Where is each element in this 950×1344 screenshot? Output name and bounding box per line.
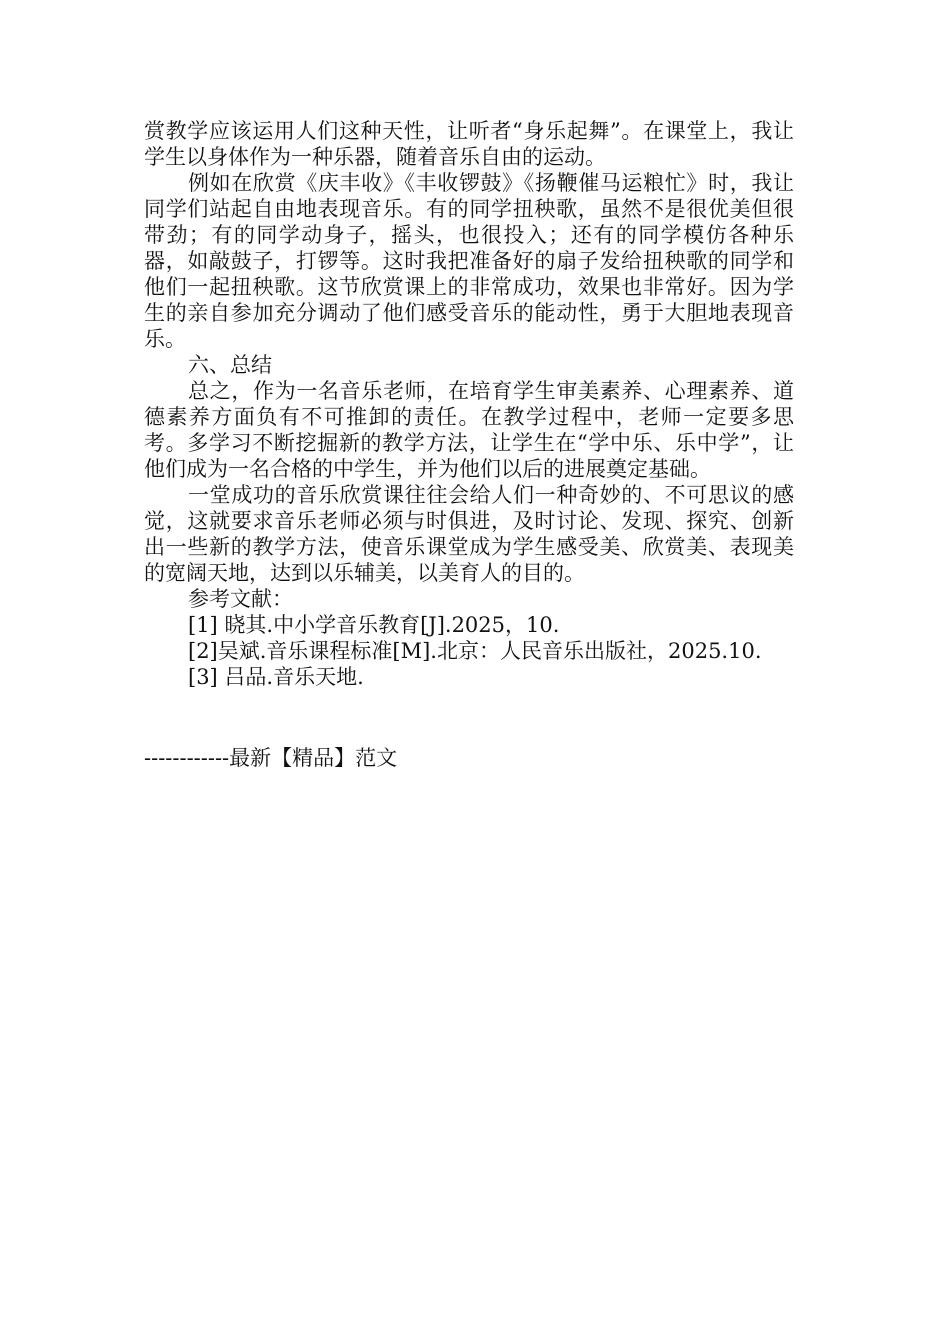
paragraph-summary: 总之，作为一名音乐老师，在培育学生审美素养、心理素养、道德素养方面负有不可推卸的责任。在教学过程中，老师一定要多思考。多学习不断挖掘新的教学方法，让学生在“学中乐、乐中学”，让他们成为一名合格的中学生，并为他们以后的进展奠定基础。 xyxy=(144,379,794,481)
paragraph-conclusion: 一堂成功的音乐欣赏课往往会给人们一种奇妙的、不可思议的感觉，这就要求音乐老师必须与时俱进，及时讨论、发现、探究、创新出一些新的教学方法，使音乐课堂成为学生感受美、欣赏美、表现美的宽阔天地，达到以乐辅美，以美育人的目的。 xyxy=(144,483,794,585)
references-heading: 参考文献： xyxy=(188,587,293,611)
reference-item-2: [2]吴斌.音乐课程标准[M].北京：人民音乐出版社，2025.10. xyxy=(188,639,762,663)
section-heading-summary: 六、总结 xyxy=(188,353,272,377)
reference-item-3: [3] 吕品.音乐天地. xyxy=(188,665,364,689)
paragraph-example: 例如在欣赏《庆丰收》《丰收锣鼓》《扬鞭催马运粮忙》时，我让同学们站起自由地表现音乐。有的同学扭秧歌，虽然不是很优美但很带劲；有的同学动身子，摇头，也很投入；还有的同学模仿各种乐器，如敲鼓子，打锣等。这时我把准备好的扇子发给扭秧歌的同学和他们一起扭秧歌。这节欣赏课上的非常成功，效果也非常好。因为学生的亲自参加充分调动了他们感受音乐的能动性，勇于大胆地表现音乐。 xyxy=(144,171,794,351)
paragraph-body-continuation: 赏教学应该运用人们这种天性，让听者“身乐起舞”。在课堂上，我让学生以身体作为一种乐器，随着音乐自由的运动。 xyxy=(144,119,794,169)
document-body xyxy=(144,118,794,690)
footer-tagline: ------------最新【精品】范文 xyxy=(144,746,398,770)
reference-item-1: [1] 晓其.中小学音乐教育[J].2025，10. xyxy=(188,613,560,637)
